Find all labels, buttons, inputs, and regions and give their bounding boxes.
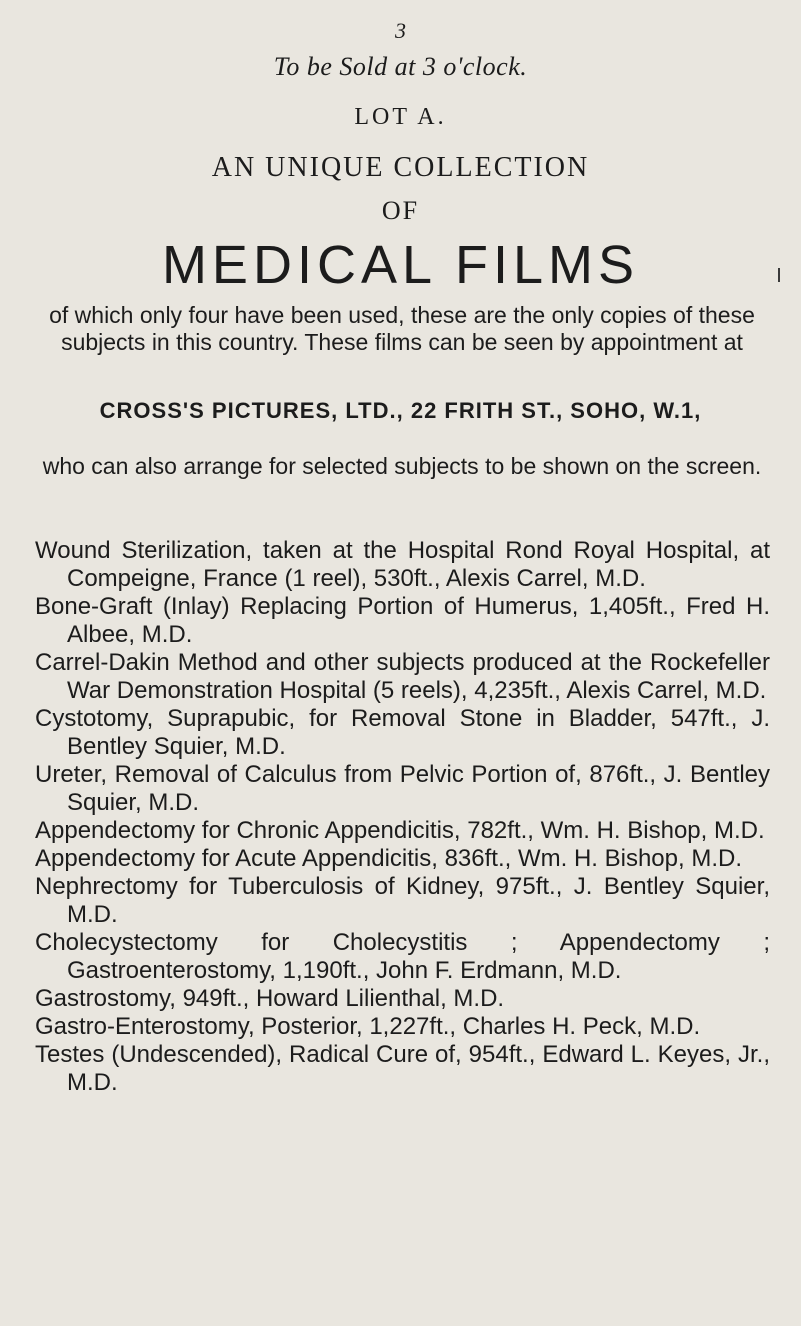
margin-mark [778, 268, 780, 282]
list-item: Testes (Undescended), Radical Cure of, 954ft., Edward L. Keyes, Jr., M.D. [35, 1041, 770, 1096]
list-item: Nephrectomy for Tuberculosis of Kidney, 975ft., J. Bentley Squier, M.D. [35, 873, 770, 928]
of-heading: OF [381, 196, 420, 225]
list-item: Appendectomy for Chronic Appendicitis, 782ft., Wm. H. Bishop, M.D. [35, 817, 765, 844]
list-item: Gastro-Enterostomy, Posterior, 1,227ft., Charles H. Peck, M.D. [35, 1013, 701, 1040]
screening-note: who can also arrange for selected subjects to be shown on the screen. [42, 453, 762, 479]
list-item: Appendectomy for Acute Appendicitis, 836ft., Wm. H. Bishop, M.D. [35, 845, 742, 872]
collection-heading: AN UNIQUE COLLECTION [211, 152, 590, 183]
list-item: Wound Sterilization, taken at the Hospital Rond Royal Hospital, at Compeigne, France (1 reel), 530ft., Alexis Carrel, M.D. [35, 537, 770, 592]
list-item: Cholecystectomy for Cholecystitis ; Appendectomy ; Gastroenterostomy, 1,190ft., John F. Erdmann, M.D. [35, 929, 770, 984]
company-address: CROSS'S PICTURES, LTD., 22 FRITH ST., SOHO, W.1, [99, 398, 702, 423]
film-list [35, 537, 770, 1097]
list-item: Gastrostomy, 949ft., Howard Lilienthal, M.D. [35, 985, 505, 1012]
page-title: MEDICAL FILMS [161, 235, 640, 295]
collection-description: of which only four have been used, these are the only copies of these subjects in this country. These films can be seen by appointment at [49, 302, 755, 355]
list-item: Bone-Graft (Inlay) Replacing Portion of Humerus, 1,405ft., Fred H. Albee, M.D. [35, 593, 770, 648]
lot-heading: LOT A. [354, 104, 447, 130]
page-number: 3 [395, 18, 406, 43]
list-item: Ureter, Removal of Calculus from Pelvic Portion of, 876ft., J. Bentley Squier, M.D. [35, 761, 770, 816]
sale-time-heading: To be Sold at 3 o'clock. [273, 52, 528, 81]
list-item: Carrel-Dakin Method and other subjects produced at the Rockefeller War Demonstration Hospital (5 reels), 4,235ft., Alexis Carrel, M.D. [35, 649, 770, 704]
list-item: Cystotomy, Suprapubic, for Removal Stone in Bladder, 547ft., J. Bentley Squier, M.D. [35, 705, 770, 760]
